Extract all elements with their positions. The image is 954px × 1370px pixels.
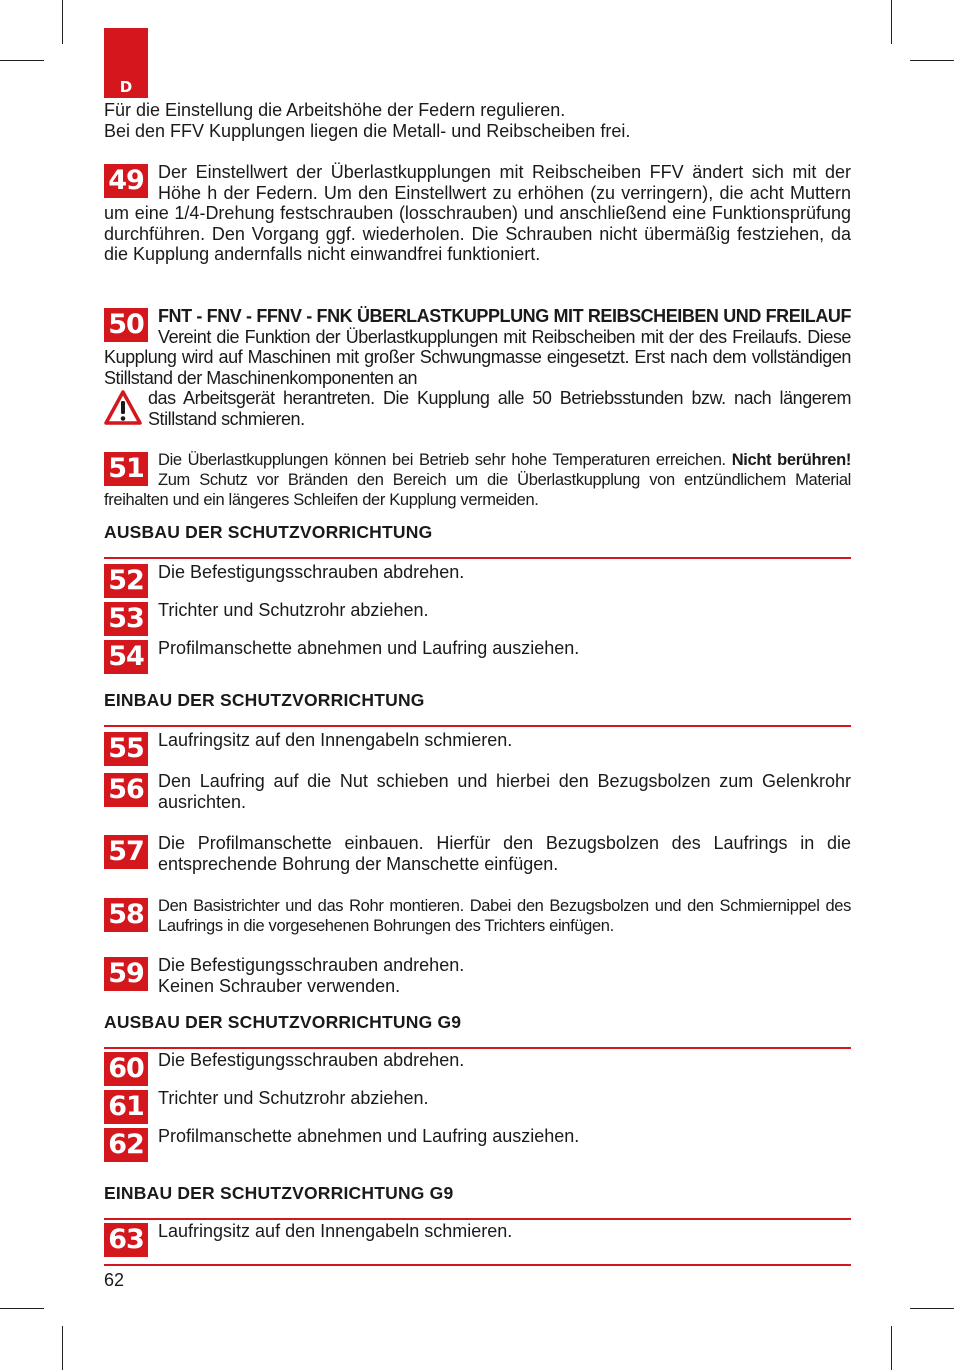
step-number-badge: 52 <box>104 564 148 598</box>
step-58 <box>104 896 851 936</box>
crop-mark <box>891 0 892 44</box>
bottom-divider <box>104 1264 851 1266</box>
step-warning-emphasis: Nicht berühren! <box>731 451 852 469</box>
section-heading-ausbau-g9: AUSBAU DER SCHUTZVORRICHTUNG G9 <box>104 1012 851 1049</box>
step-number-badge: 55 <box>104 732 148 766</box>
crop-mark <box>891 1326 892 1370</box>
step-text: Keinen Schrauber verwenden. <box>158 975 401 996</box>
step-number-badge: 61 <box>104 1090 148 1124</box>
section-heading-einbau-g9: EINBAU DER SCHUTZVORRICHTUNG G9 <box>104 1183 851 1220</box>
step-61 <box>104 1088 851 1124</box>
step-number-badge: 50 <box>104 308 148 342</box>
step-text: Den Laufring auf die Nut schieben und hierbei den Bezugsbolzen zum Gelenkrohr ausrichten. <box>158 771 851 812</box>
step-text: Trichter und Schutzrohr abziehen. <box>158 1088 429 1108</box>
step-number-badge: 58 <box>104 898 148 932</box>
step-49 <box>104 162 851 265</box>
section-heading-einbau: EINBAU DER SCHUTZVORRICHTUNG <box>104 690 851 727</box>
intro-line: Bei den FFV Kupplungen liegen die Metall- und Reibscheiben frei. <box>104 120 631 141</box>
step-text: Profilmanschette abnehmen und Laufring ausziehen. <box>158 638 580 658</box>
step-text: Die Befestigungsschrauben andrehen. <box>158 955 465 975</box>
step-text: Trichter und Schutzrohr abziehen. <box>158 600 429 620</box>
step-text: Die Profilmanschette einbauen. Hierfür den Bezugsbolzen des Laufrings in die entsprechende Bohrung der Manschette einfügen. <box>158 833 851 874</box>
step-text: Die Befestigungsschrauben abdrehen. <box>158 562 465 582</box>
step-number-badge: 57 <box>104 835 148 869</box>
step-text: Profilmanschette abnehmen und Laufring ausziehen. <box>158 1126 580 1146</box>
intro-line: Für die Einstellung die Arbeitshöhe der Federn regulieren. <box>104 100 566 120</box>
step-text: Die Befestigungsschrauben abdrehen. <box>158 1050 465 1070</box>
step-number-badge: 54 <box>104 640 148 674</box>
step-59 <box>104 955 851 996</box>
step-number-badge: 60 <box>104 1052 148 1086</box>
step-60 <box>104 1050 851 1086</box>
step-text: Die Überlastkupplungen können bei Betrieb sehr hohe Temperaturen erreichen. <box>158 451 732 469</box>
step-number-badge: 62 <box>104 1128 148 1162</box>
section-heading-ausbau: AUSBAU DER SCHUTZVORRICHTUNG <box>104 522 851 559</box>
crop-mark <box>62 0 63 44</box>
step-53 <box>104 600 851 636</box>
step-text: Den Basistrichter und das Rohr montieren. Dabei den Bezugsbolzen und den Schmiernippel des Laufrings in die vorgesehenen Bohrungen des Trichters einfügen. <box>158 897 851 935</box>
step-text: Der Einstellwert der Überlastkupplungen mit Reibscheiben FFV ändert sich mit der Höhe h der Federn. Um den Einstellwert zu erhöhen (zu verringern), die acht Muttern um eine 1/4-Drehung festschrauben (losschrauben) und anschließend eine Funktionsprüfung durchführen. Den Vorgang ggf. wiederholen. Die Schrauben nicht übermäßig festziehen, da die Kupplung andernfalls nicht einwandfrei funktioniert. <box>104 162 851 264</box>
crop-mark <box>910 1308 954 1309</box>
language-tab <box>104 28 148 98</box>
step-56 <box>104 771 851 812</box>
crop-mark <box>62 1326 63 1370</box>
step-text: Vereint die Funktion der Überlastkupplungen mit Reibscheiben mit der des Freilaufs. Diese Kupplung wird auf Maschinen mit großer Schwungmasse eingesetzt. Erst nach dem vollständigen Stillstand der Maschinenkomponenten an <box>104 326 851 388</box>
warning-text: das Arbeitsgerät herantreten. Die Kupplung alle 50 Betriebsstunden bzw. nach längerem Stillstand schmieren. <box>148 388 851 429</box>
crop-mark <box>0 60 44 61</box>
step-57 <box>104 833 851 874</box>
step-text: Laufringsitz auf den Innengabeln schmieren. <box>158 1221 513 1241</box>
step-text: Zum Schutz vor Bränden den Bereich um die Überlastkupplung von entzündlichem Material freihalten und ein längeres Schleifen der Kupplung vermeiden. <box>104 471 851 509</box>
step-52 <box>104 562 851 598</box>
crop-mark <box>910 60 954 61</box>
page-number: 62 <box>104 1270 125 1290</box>
step-62 <box>104 1126 851 1162</box>
step-number-badge: 51 <box>104 452 148 486</box>
step-50 <box>104 306 851 429</box>
step-number-badge: 59 <box>104 957 148 991</box>
warning-triangle-icon <box>104 390 142 426</box>
step-number-badge: 56 <box>104 773 148 807</box>
step-55 <box>104 730 851 766</box>
step-title: FNT - FNV - FFNV - FNK ÜBERLASTKUPPLUNG MIT REIBSCHEIBEN UND FREILAUF <box>158 306 851 326</box>
step-54 <box>104 638 851 674</box>
step-63 <box>104 1221 851 1257</box>
language-tab-label: D <box>119 78 133 96</box>
warning-row <box>104 388 851 429</box>
crop-mark <box>0 1308 44 1309</box>
step-text: Laufringsitz auf den Innengabeln schmieren. <box>158 730 513 750</box>
step-51 <box>104 450 851 510</box>
step-number-badge: 53 <box>104 602 148 636</box>
intro-text <box>104 100 851 141</box>
step-number-badge: 63 <box>104 1223 148 1257</box>
step-number-badge: 49 <box>104 164 148 198</box>
